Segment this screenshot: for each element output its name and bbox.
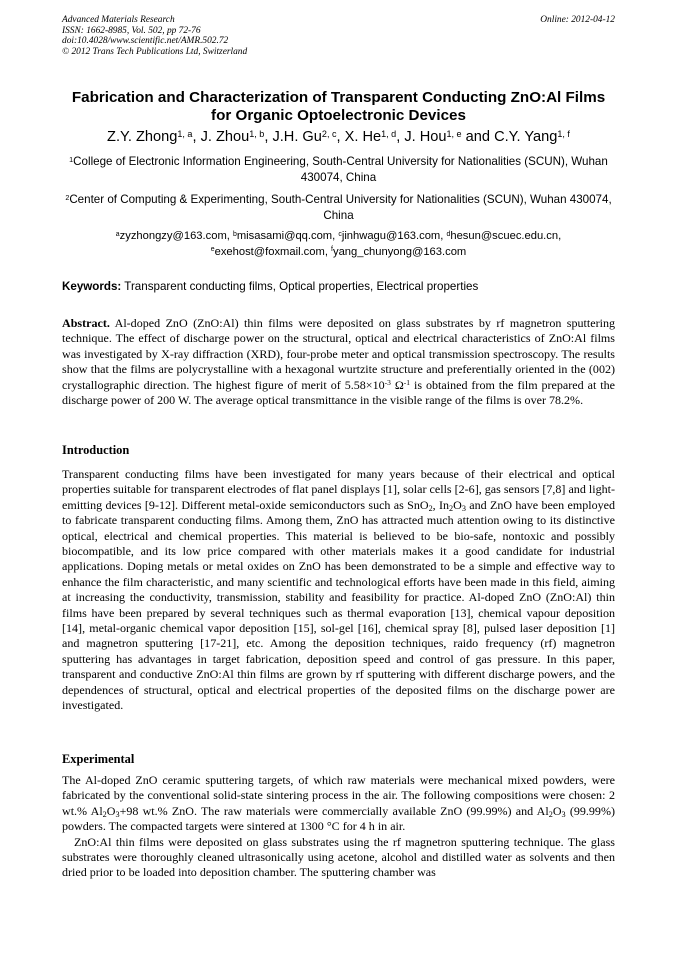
subscript: 3 (115, 810, 120, 820)
affiliation-text: Center of Computing & Experimenting, South-Central University for Nationalities (SCUN), Wuhan 430074, China (69, 193, 612, 222)
experimental-paragraph (62, 773, 615, 835)
journal-name: Advanced Materials Research (62, 15, 175, 25)
abstract-unit: Ω (394, 377, 404, 392)
abstract-text: is obtained from the film prepared at the discharge power of 200 W. The average optical transmittance in the visible range of the films is over 78.2%. (62, 377, 615, 408)
email-address: yang_chunyong@163.com (332, 245, 467, 258)
journal-copyright: © 2012 Trans Tech Publications Ltd, Switzerland (62, 46, 248, 57)
email-address: hesun@scuec.edu.cn, (450, 230, 562, 242)
introduction-paragraph (62, 467, 615, 714)
journal-issn: ISSN: 1662-8985, Vol. 502, pp 72-76 (62, 25, 201, 36)
subscript: 3 (461, 504, 466, 514)
paragraph-text: (99.99%) powders. The compacted targets were sintered at 1300 °C for 4 h in air. (62, 803, 615, 834)
experimental-section (62, 773, 615, 881)
section-heading-introduction: Introduction (62, 443, 130, 457)
paragraph-text: Transparent conducting films have been investigated for many years because of their electrical and optical properties suitable for transparent electrodes of flat panel displays [1], solar cells [2-6], gas sensors [7,8] and light-emitting devices [9-12]. Different metal-oxide semiconductors such as SnO (62, 467, 615, 512)
email-address: misasami@qq.com, (236, 230, 336, 242)
paragraph-text: , (432, 497, 436, 512)
journal-doi: doi:10.4028/www.scientific.net/AMR.502.72 (62, 36, 229, 47)
journal-header (62, 15, 247, 57)
author-name: C.Y. Yang (494, 129, 558, 145)
author-name: J. Hou (404, 129, 447, 145)
paragraph-text: O (453, 497, 462, 512)
author-name: J.H. Gu (272, 129, 322, 145)
email-marker: f (331, 246, 333, 254)
abstract-text: Al-doped ZnO (ZnO:Al) thin films were deposited on glass substrates by rf magnetron sputtering technique. The effect of discharge power on the structural, optical and electrical characteristics of ZnO:Al films was investigated by X-ray diffraction (XRD), four-probe meter and optical transmission spectroscopy. The results show that the films are polycrystalline with a hexagonal wurtzite structure and preferentially oriented in the (002) crystallographic direction. The highest figure of merit of 5.58×10 (62, 316, 615, 392)
author-emails (62, 229, 615, 260)
email-marker: a (115, 230, 120, 238)
abstract (62, 316, 615, 408)
affiliation-number: 2 (65, 192, 70, 202)
paragraph-text: and ZnO have been employed to fabricate transparent conducting films. Among them, ZnO has attracted much attention owing to its distinctive optical, electrical and chemical properties. This material is believed to be bio-safe, nontoxic and possibly biocompatible, and its low price compared with other materials makes it a good candidate for industrial applications. Doping metals or metal oxides on ZnO has been demonstrated to be a simple and effective way to enhance the film characteristic, and many scientific and technological efforts have been made in this field, aiming at increasing the conductivity, transmission, stability and feasibility for practice. Al-doped ZnO (ZnO:Al) thin films have been prepared by several techniques such as thermal evaporation [13], chemical vapour deposition [14], metal-organic chemical vapor deposition [15], sol-gel [16], chemical spray [8], pulsed laser deposition [1] and magnetron sputtering [17-21], etc. Among the deposition techniques, raido frequency (rf) magnetron sputtering has advantages in target fabrication, deposition speed and control of gas pressure. In this paper, transparent and conductive ZnO:Al thin films are grown by rf sputtering with different discharge powers, and the dependences of structural, optical and electrical properties of the deposited films on the discharge power are investigated. (62, 497, 616, 713)
keywords-label: Keywords: (62, 280, 122, 293)
paragraph-text: O (106, 803, 116, 818)
affiliation-text: College of Electronic Information Engineering, South-Central University for Nationalities (SCUN), Wuhan 430074, China (73, 155, 608, 184)
section-heading-experimental: Experimental (62, 752, 135, 766)
author-affiliation-marker: 2, c (321, 128, 337, 139)
author-name: X. He (344, 129, 382, 145)
paragraph-text: The Al-doped ZnO ceramic sputtering targets, of which raw materials were mechanical mixed powders, were fabricated by the conventional solid-state sintering process in the air. The following compositions were chosen: 2 wt.% Al (62, 773, 615, 818)
paragraph-text: In (439, 497, 450, 512)
paragraph-text: +98 wt.% ZnO. The raw materials were commercially available ZnO (99.99%) and Al (119, 803, 549, 818)
author-list: Z.Y. Zhong$^{1, a}$, J. Zhou$^{1, b}$, J.H. Gu$^{2, c}$, X. He$^{1, d}$, J. Hou$^{1, e}$ and C.Y. Yang$^{1, f}$ (107, 128, 570, 145)
affiliation-number: 1 (69, 154, 74, 164)
abstract-exponent: -3 (384, 378, 391, 388)
subscript: 2 (102, 810, 107, 820)
author-affiliation-marker: 1, e (446, 128, 462, 139)
author-affiliation-marker: 1, b (249, 128, 265, 139)
subscript: 2 (449, 504, 454, 514)
author-name: Z.Y. Zhong (107, 129, 178, 145)
subscript: 2 (428, 504, 433, 514)
affiliation (62, 192, 615, 223)
keywords-text: Transparent conducting films, Optical properties, Electrical properties (124, 280, 479, 293)
paper-title: Fabrication and Characterization of Transparent Conducting ZnO:Al Films for Organic Optoelectronic Devices (71, 89, 606, 124)
email-address: jinhwagu@163.com, (341, 230, 444, 242)
author-affiliation-marker: 1, f (557, 128, 570, 139)
author-affiliation-marker: 1, d (381, 128, 397, 139)
keywords (62, 280, 615, 294)
online-date: Online: 2012-04-12 (540, 15, 615, 25)
abstract-label: Abstract. (62, 316, 110, 330)
experimental-paragraph: ZnO:Al thin films were deposited on glass substrates using the rf magnetron sputtering technique. The glass substrates were thoroughly cleaned ultrasonically using acetone, alcohol and distilled water as solvents and then dried prior to be loaded into deposition chamber. The sputtering chamber was (62, 834, 615, 880)
affiliation (62, 154, 615, 185)
abstract-exponent: -1 (403, 378, 411, 388)
author-name: J. Zhou (200, 129, 250, 145)
email-address: exehost@foxmail.com, (214, 245, 328, 258)
paragraph-text: O (552, 803, 562, 818)
email-marker: d (446, 230, 451, 238)
email-address: zyzhongzy@163.com, (119, 230, 230, 242)
email-marker: e (210, 246, 215, 254)
email-marker: b (232, 230, 237, 238)
author-affiliation-marker: 1, a (177, 128, 193, 139)
email-marker: c (338, 230, 342, 238)
subscript: 3 (561, 810, 566, 820)
subscript: 2 (548, 810, 553, 820)
